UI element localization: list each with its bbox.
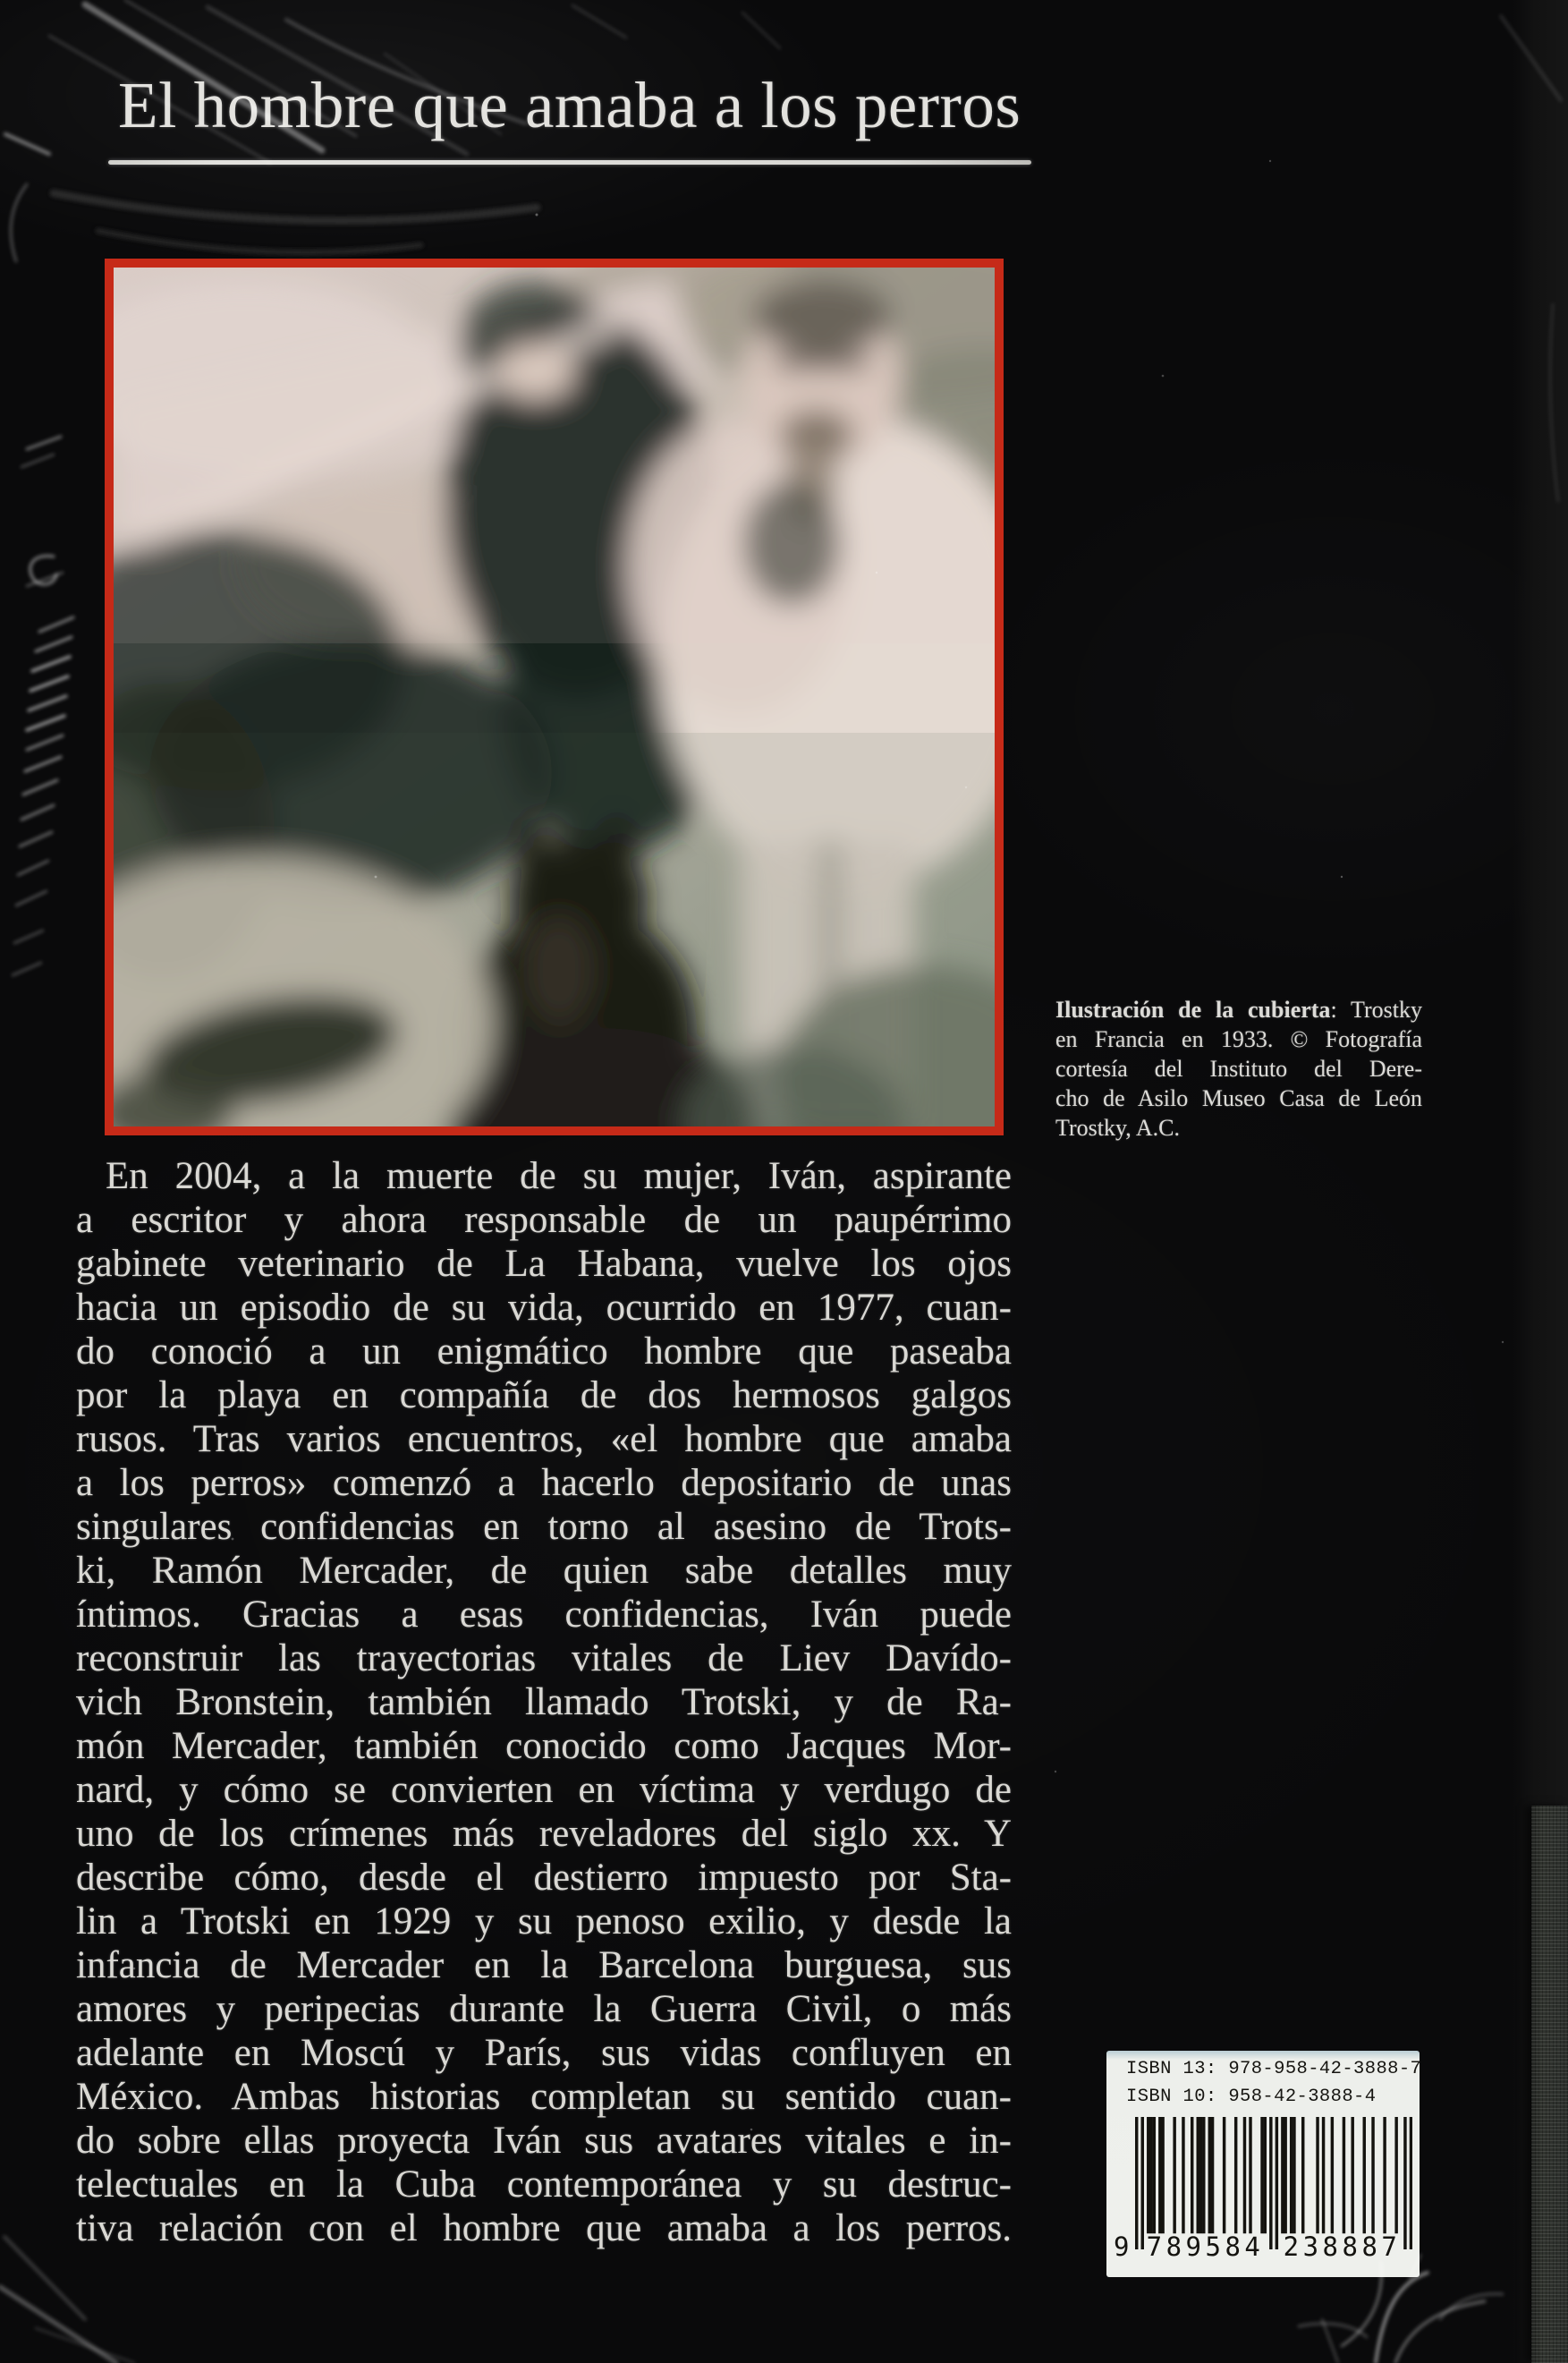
synopsis-line: reconstruir las trayectorias vitales de Liev Davído-: [76, 1637, 1012, 1679]
synopsis-line: nard, y cómo se convierten en víctima y verdugo de: [76, 1769, 1012, 1811]
isbn-barcode-label: [1106, 2051, 1420, 2277]
synopsis: [76, 1154, 1012, 2250]
synopsis-line: gabinete veterinario de La Habana, vuelve los ojos: [76, 1243, 1012, 1285]
book-page-edge: [1531, 1806, 1568, 2363]
synopsis-line: rusos. Tras varios encuentros, «el hombre que amaba: [76, 1418, 1012, 1460]
photo-credit-line: cho de Asilo Museo Casa de León: [1055, 1085, 1422, 1111]
photo-credit-rest: : Trostky: [1330, 997, 1422, 1023]
synopsis-line: ki, Ramón Mercader, de quien sabe detalles muy: [76, 1550, 1012, 1592]
isbn13-text: ISBN 13: 978-958-42-3888-7: [1126, 2059, 1422, 2079]
synopsis-line: uno de los crímenes más reveladores del siglo xx. Y: [76, 1813, 1012, 1855]
synopsis-line: món Mercader, también conocido como Jacques Mor-: [76, 1725, 1012, 1767]
synopsis-line: México. Ambas historias completan su sentido cuan-: [76, 2076, 1012, 2118]
ean-digits: [1106, 2231, 1420, 2269]
synopsis-line: do conoció a un enigmático hombre que paseaba: [76, 1330, 1012, 1373]
photo-credit-line: [1055, 995, 1422, 1024]
synopsis-line: a los perros» comenzó a hacerlo depositario de unas: [76, 1462, 1012, 1504]
synopsis-line: infancia de Mercader en la Barcelona burguesa, sus: [76, 1944, 1012, 1986]
isbn10-text: ISBN 10: 958-42-3888-4: [1126, 2087, 1377, 2107]
photo-credit-lead: Ilustración de la cubierta: [1055, 997, 1331, 1023]
photo-credit-line: en Francia en 1933. © Fotografía: [1055, 1026, 1422, 1052]
synopsis-line: íntimos. Gracias a esas confidencias, Iván puede: [76, 1594, 1012, 1636]
synopsis-line: En 2004, a la muerte de su mujer, Iván, aspirante: [106, 1155, 1012, 1197]
synopsis-line: tiva relación con el hombre que amaba a los perros.: [76, 2207, 1012, 2249]
ean-digit-lead: 9: [1114, 2231, 1130, 2262]
book-title: El hombre que amaba a los perros: [118, 69, 1021, 141]
ean-digit-group1: 789584: [1146, 2231, 1265, 2262]
synopsis-line: amores y peripecias durante la Guerra Civil, o más: [76, 1988, 1012, 2030]
synopsis-line: hacia un episodio de su vida, ocurrido en 1977, cuan-: [76, 1287, 1012, 1329]
synopsis-line: a escritor y ahora responsable de un paupérrimo: [76, 1199, 1012, 1241]
synopsis-line: por la playa en compañía de dos hermosos galgos: [76, 1374, 1012, 1416]
synopsis-line: do sobre ellas proyecta Iván sus avatares vitales e in-: [76, 2120, 1012, 2162]
synopsis-line: vich Bronstein, también llamado Trotski, y de Ra-: [76, 1681, 1012, 1723]
cover-photo-image: [114, 268, 995, 1126]
synopsis-line: adelante en Moscú y París, sus vidas confluyen en: [76, 2032, 1012, 2074]
photo-credit: [1055, 995, 1422, 1143]
cover-photo: [105, 259, 1004, 1135]
title-rule: [108, 160, 1031, 165]
ean13-barcode: [1135, 2117, 1412, 2249]
photo-credit-line: Trostky, A.C.: [1055, 1115, 1180, 1141]
synopsis-line: singulares confidencias en torno al asesino de Trots-: [76, 1506, 1012, 1548]
synopsis-line: telectuales en la Cuba contemporánea y su destruc-: [76, 2163, 1012, 2206]
synopsis-line: lin a Trotski en 1929 y su penoso exilio, y desde la: [76, 1900, 1012, 1942]
ean-digit-group2: 238887: [1283, 2231, 1402, 2262]
photo-credit-line: cortesía del Instituto del Dere-: [1055, 1056, 1422, 1082]
synopsis-line: describe cómo, desde el destierro impuesto por Sta-: [76, 1857, 1012, 1899]
